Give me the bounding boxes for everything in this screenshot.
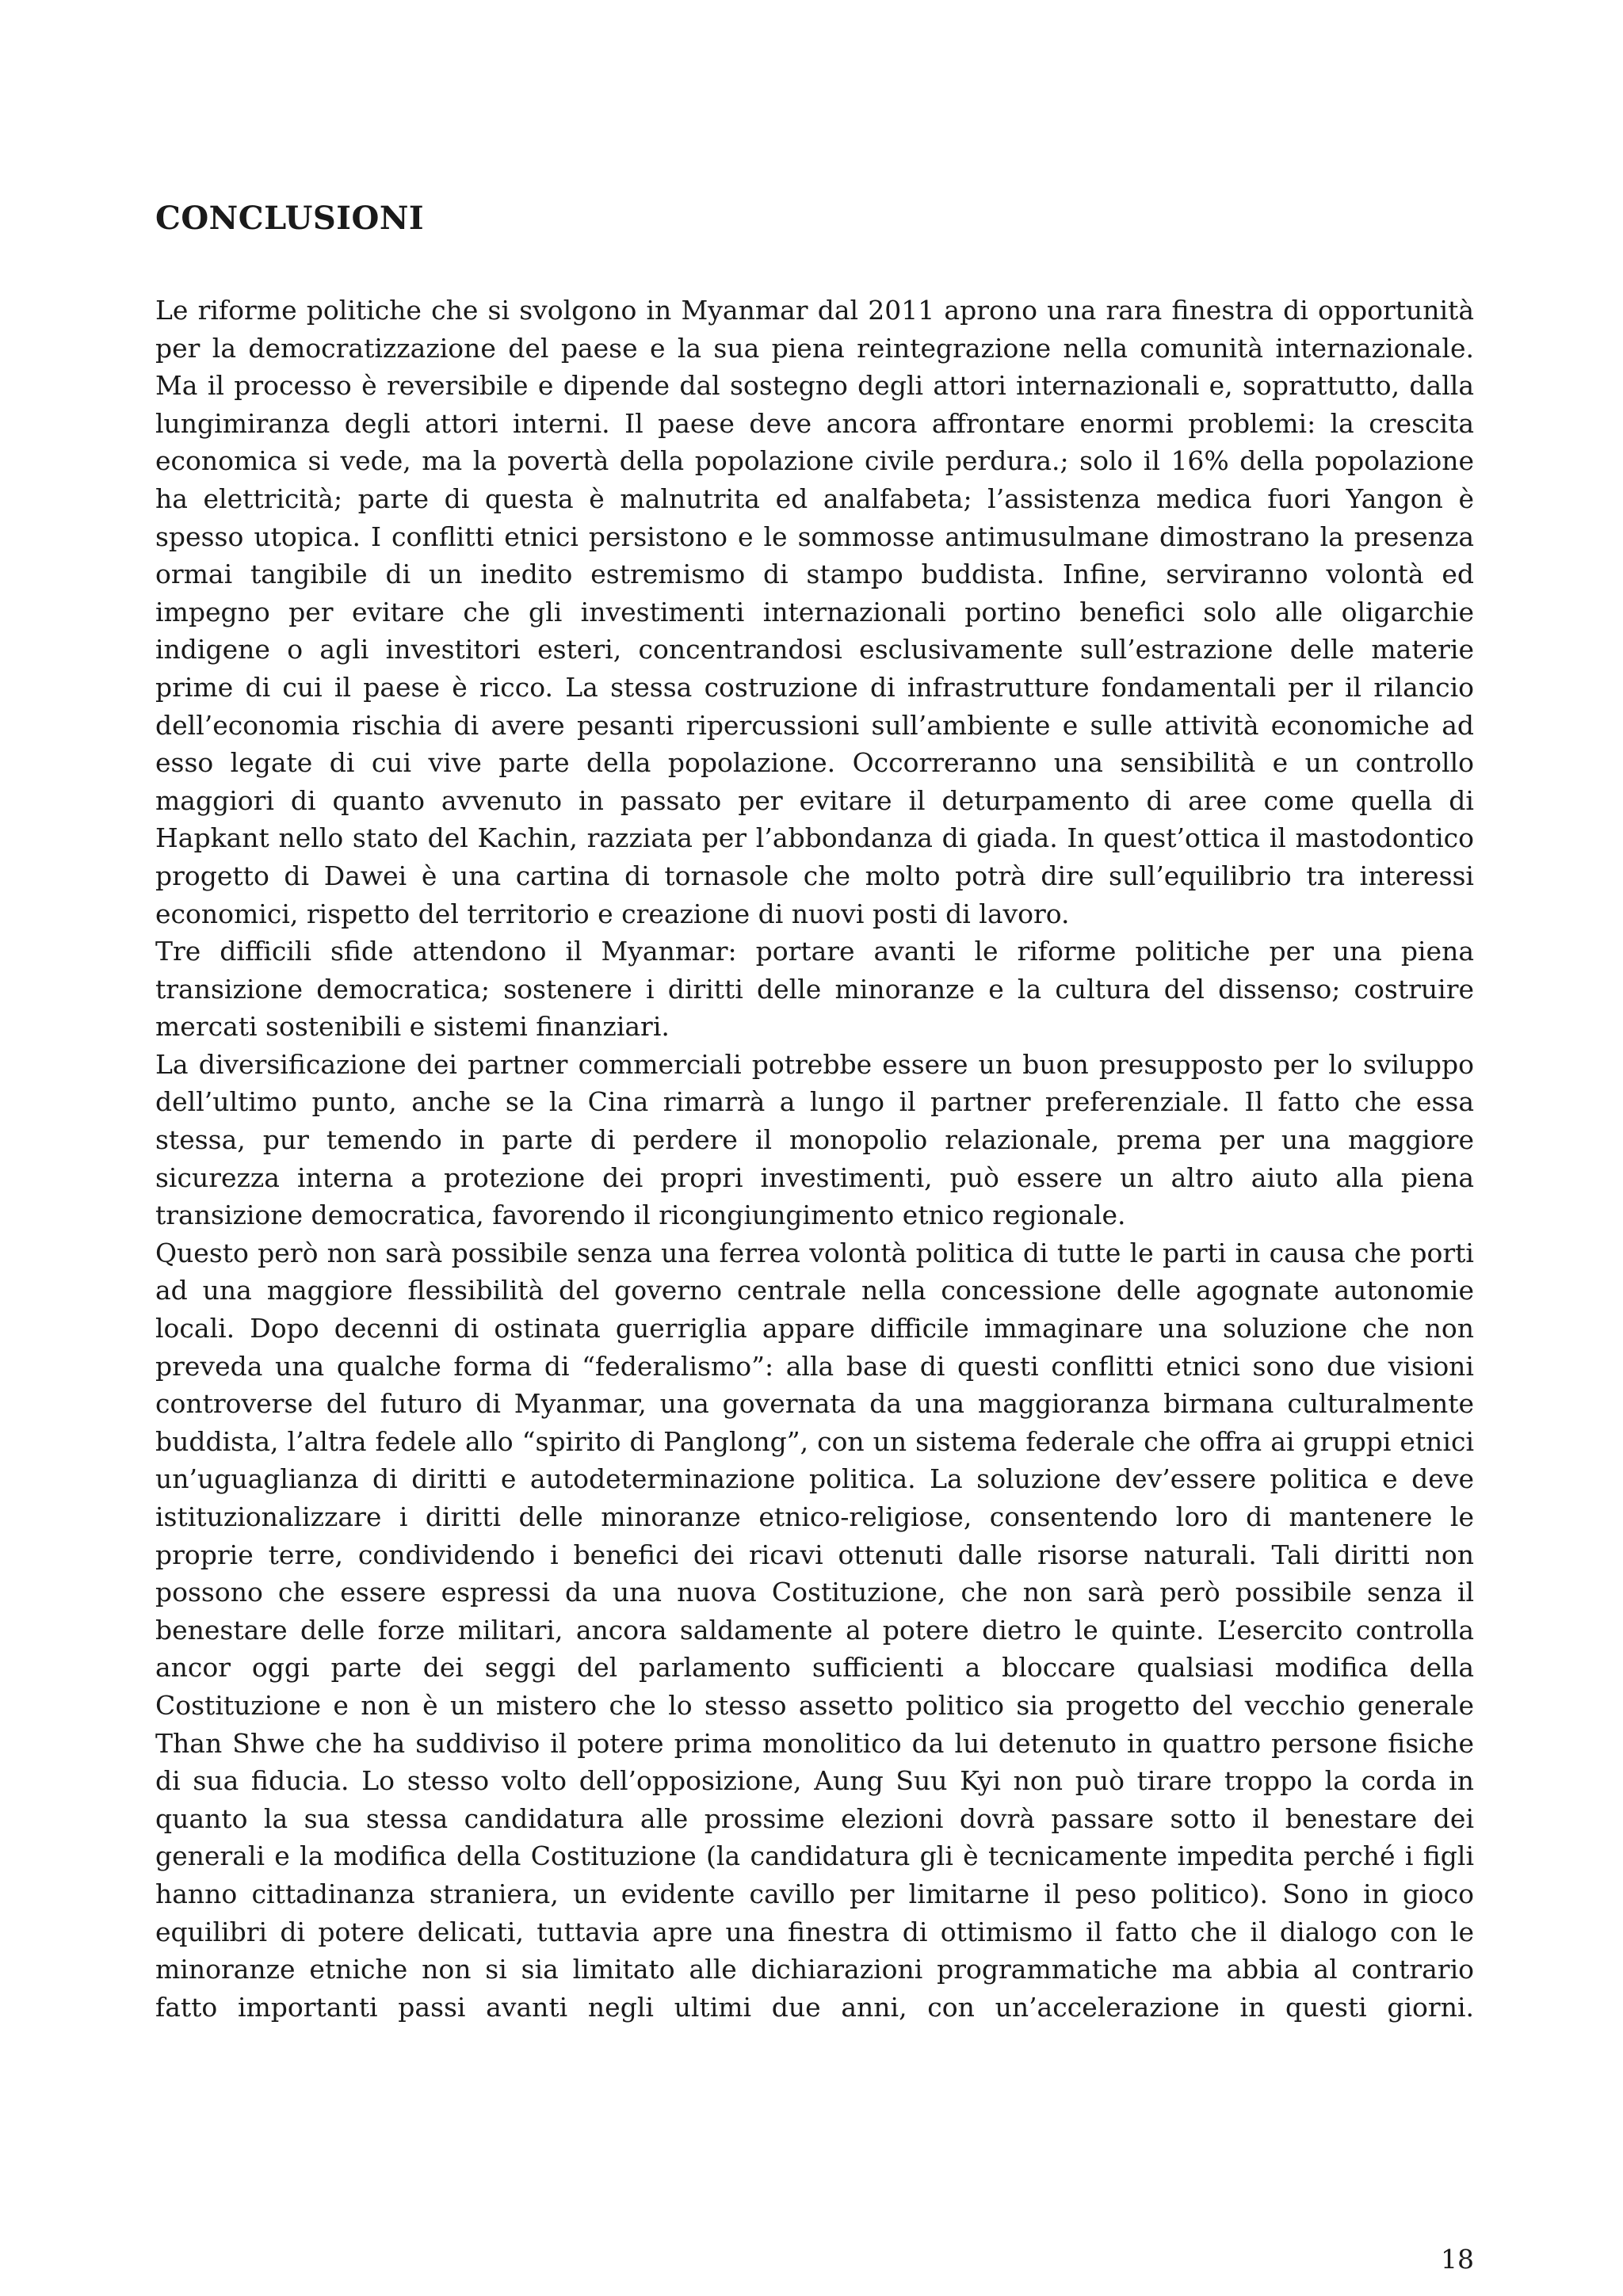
paragraph-2: Tre difficili sfide attendono il Myanmar: portare avanti le riforme politiche per una piena transizione democratica; sostenere i diritti delle minoranze e la cultura del dissenso; costruire mercati sostenibili e sistemi finanziari. <box>155 936 1474 1043</box>
paragraph-4: Questo però non sarà possibile senza una ferrea volontà politica di tutte le parti in causa che porti ad una maggiore flessibilità del governo centrale nella concessione delle agognate autonomie locali. Dopo decenni di ostinata guerriglia appare difficile immaginare una soluzione che non preveda una qualche forma di “federalismo”: alla base di questi conflitti etnici sono due visioni controverse del futuro di Myanmar, una governata da una maggioranza birmana culturalmente buddista, l’altra fedele allo “spirito di Panglong”, con un sistema federale che offra ai gruppi etnici un’uguaglianza di diritti e autodeterminazione politica. La soluzione dev’essere politica e deve istituzionalizzare i diritti delle minoranze etnico-religiose, consentendo loro di mantenere le proprie terre, condividendo i benefici dei ricavi ottenuti dalle risorse naturali. Tali diritti non possono che essere espressi da una nuova Costituzione, che non sarà però possibile senza il benestare delle forze militari, ancora saldamente al potere dietro le quinte. L’esercito controlla ancor oggi parte dei seggi del parlamento sufficienti a bloccare qualsiasi modifica della Costituzione e non è un mistero che lo stesso assetto politico sia progetto del vecchio generale Than Shwe che ha suddiviso il potere prima monolitico da lui detenuto in quattro persone fisiche di sua fiducia. Lo stesso volto dell’opposizione, Aung Suu Kyi non può tirare troppo la corda in quanto la sua stessa candidatura alle prossime elezioni dovrà passare sotto il benestare dei generali e la modifica della Costituzione (la candidatura gli è tecnicamente impedita perché i figli hanno cittadinanza straniera, un evidente cavillo per limitarne il peso politico). Sono in gioco equilibri di potere delicati, tuttavia apre una finestra di ottimismo il fatto che il dialogo con le minoranze etniche non si sia limitato alle dichiarazioni programmatiche ma abbia al contrario fatto importanti passi avanti negli ultimi due anni, con un’accelerazione in questi giorni. <box>155 1237 1474 2023</box>
document-body <box>155 196 1474 2026</box>
page-number: 18 <box>1441 2244 1474 2275</box>
section-heading: CONCLUSIONI <box>155 200 425 237</box>
paragraph-3: La diversificazione dei partner commerciali potrebbe essere un buon presupposto per lo sviluppo dell’ultimo punto, anche se la Cina rimarrà a lungo il partner preferenziale. Il fatto che essa stessa, pur temendo in parte di perdere il monopolio relazionale, prema per una maggiore sicurezza interna a protezione dei propri investimenti, può essere un altro aiuto alla piena transizione democratica, favorendo il ricongiungimento etnico regionale. <box>155 1048 1474 1231</box>
paragraph-1: Le riforme politiche che si svolgono in Myanmar dal 2011 aprono una rara finestra di opportunità per la democratizzazione del paese e la sua piena reintegrazione nella comunità internazionale. Ma il processo è reversibile e dipende dal sostegno degli attori internazionali e, soprattutto, dalla lungimiranza degli attori interni. Il paese deve ancora affrontare enormi problemi: la crescita economica si vede, ma la povertà della popolazione civile perdura.; solo il 16% della popolazione ha elettricità; parte di questa è malnutrita ed analfabeta; l’assistenza medica fuori Yangon è spesso utopica. I conflitti etnici persistono e le sommosse antimusulmane dimostrano la presenza ormai tangibile di un inedito estremismo di stampo buddista. Infine, serviranno volontà ed impegno per evitare che gli investimenti internazionali portino benefici solo alle oligarchie indigene o agli investitori esteri, concentrandosi esclusivamente sull’estrazione delle materie prime di cui il paese è ricco. La stessa costruzione di infrastrutture fondamentali per il rilancio dell’economia rischia di avere pesanti ripercussioni sull’ambiente e sulle attività economiche ad esso legate di cui vive parte della popolazione. Occorreranno una sensibilità e un controllo maggiori di quanto avvenuto in passato per evitare il deturpamento di aree come quella di Hapkant nello stato del Kachin, razziata per l’abbondanza di giada. In quest’ottica il mastodontico progetto di Dawei è una cartina di tornasole che molto potrà dire sull’equilibrio tra interessi economici, rispetto del territorio e creazione di nuovi posti di lavoro. <box>155 295 1474 929</box>
